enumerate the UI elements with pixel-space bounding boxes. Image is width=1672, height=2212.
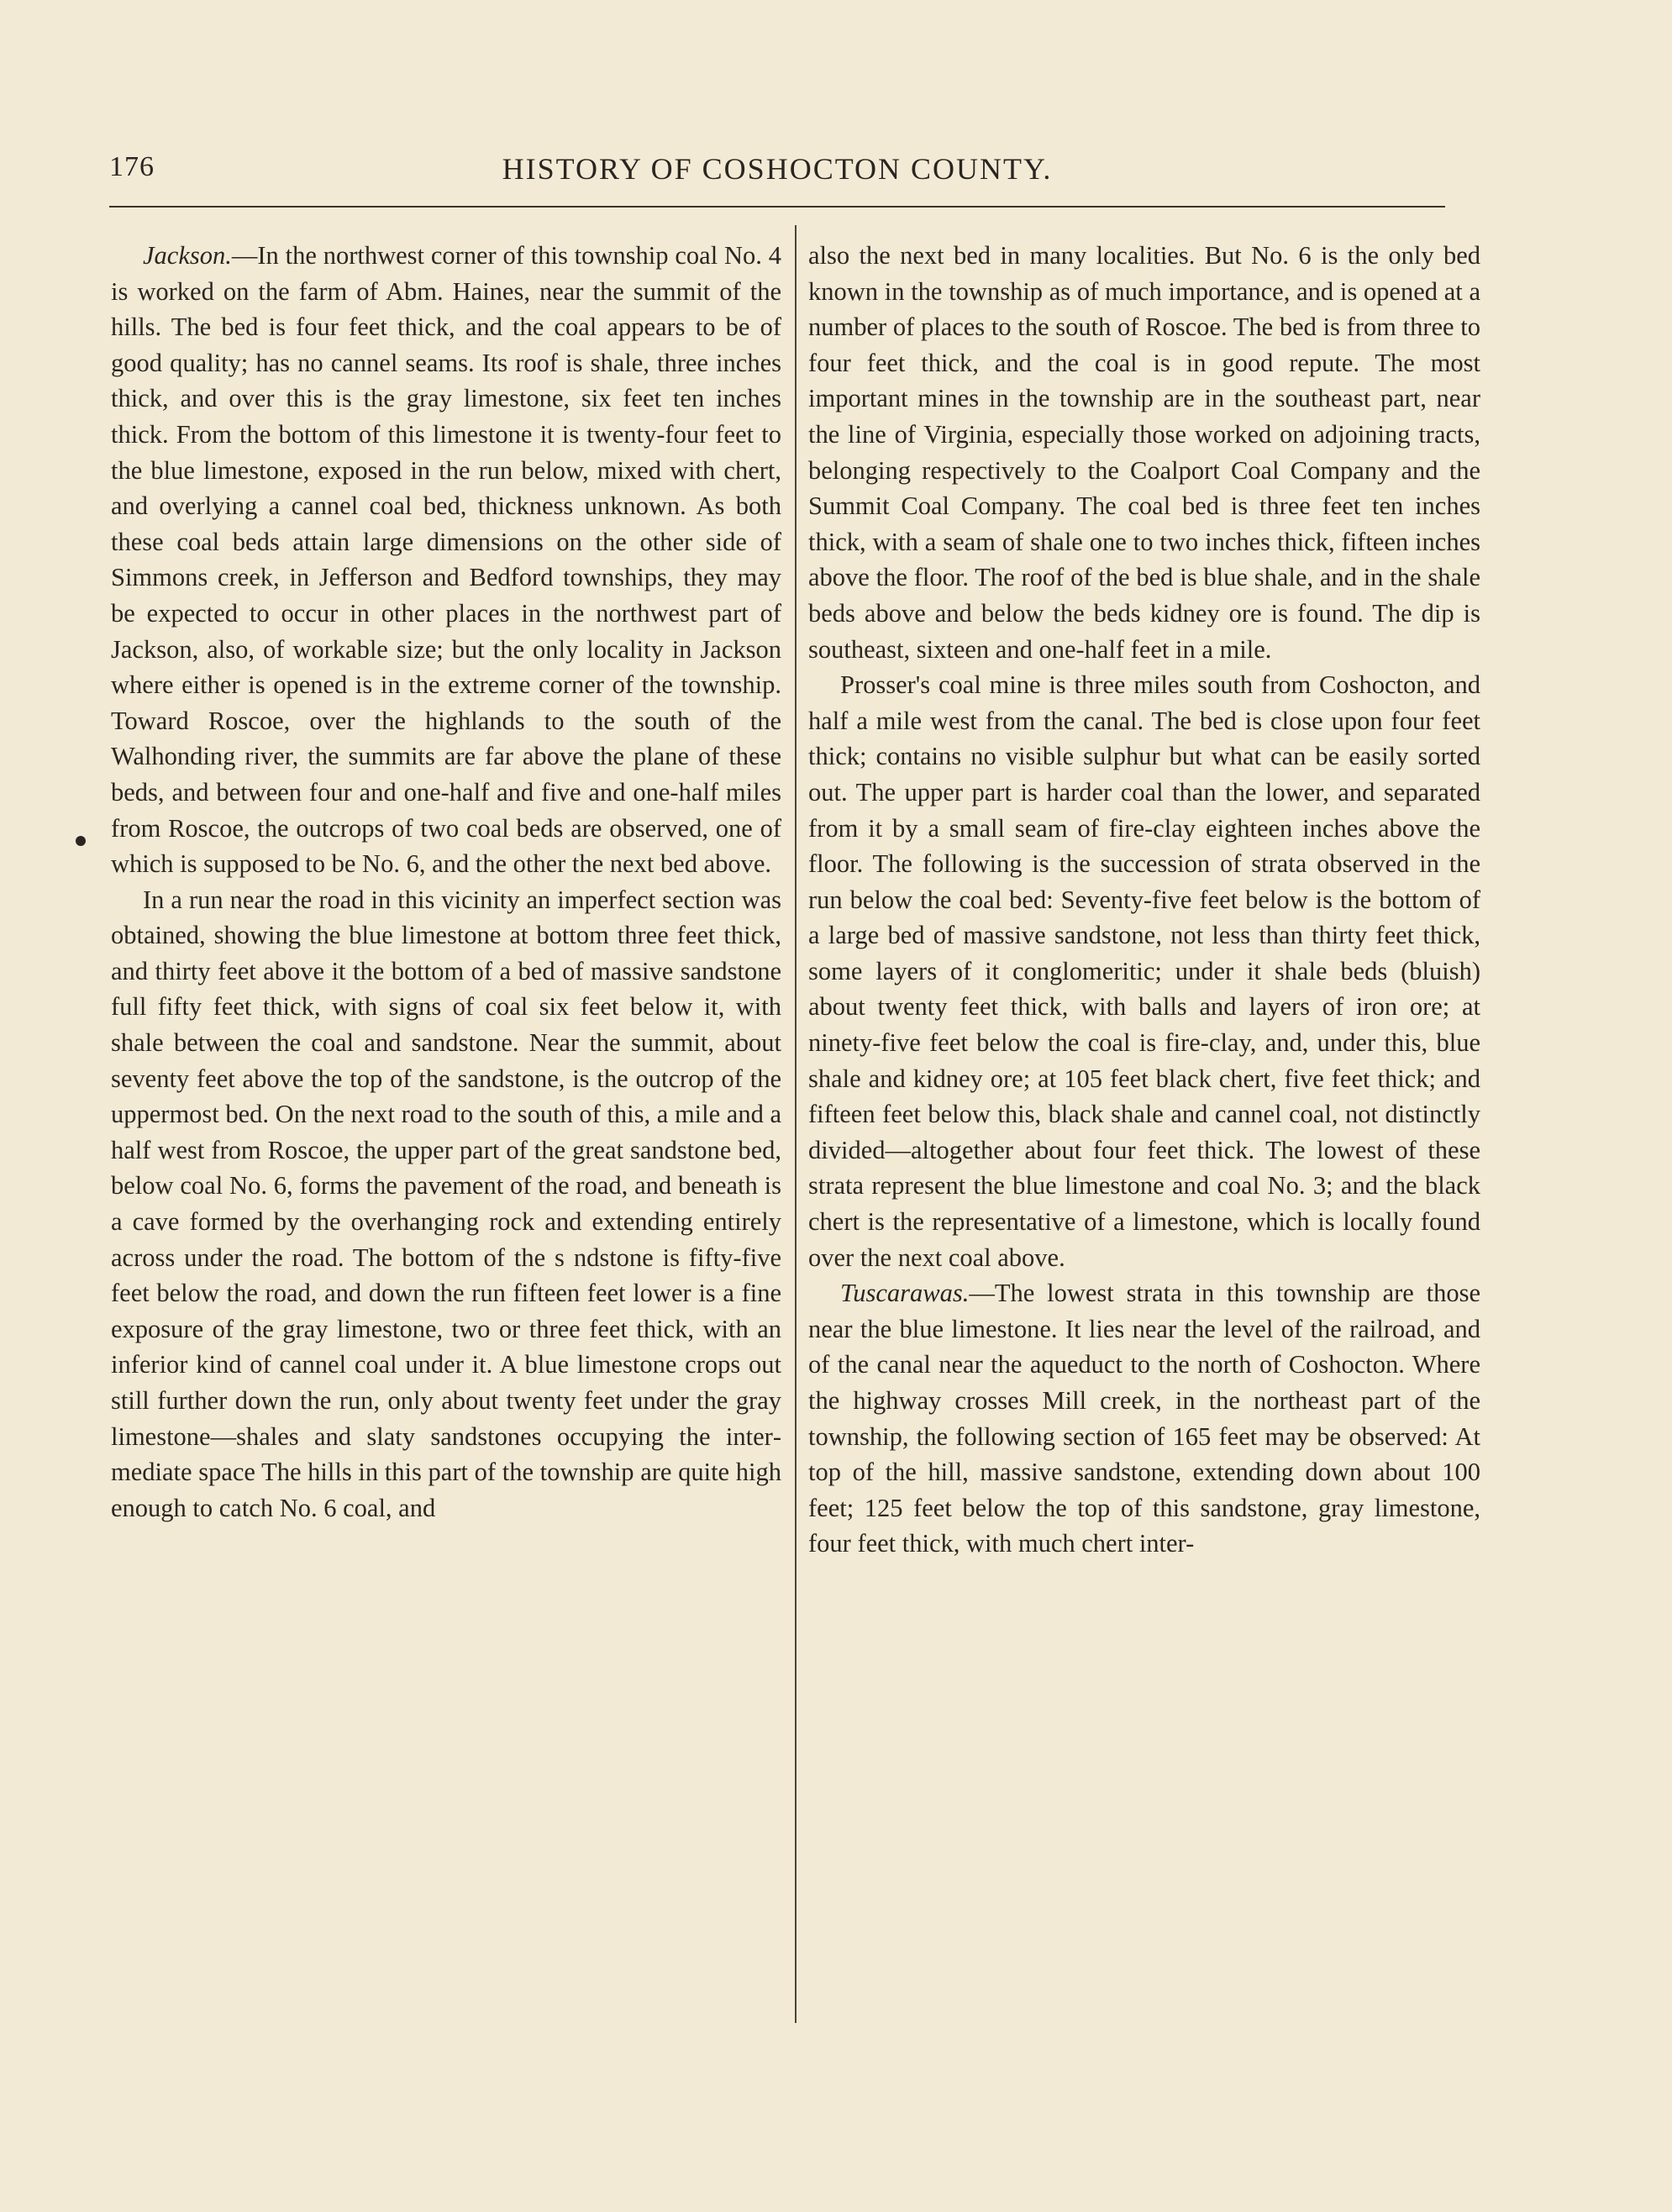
header-rule [109, 206, 1445, 208]
paragraph-lead-tuscarawas: Tuscarawas. [840, 1279, 970, 1308]
left-column [111, 238, 781, 1526]
paragraph-jackson [111, 238, 781, 882]
paragraph-continued: also the next bed in many localities. But No. 6 is the only bed known in the township as of much importance, and is opened at a number of places to the south of Roscoe. The bed is from three to four feet thick, and the coal is in good repute. The most important mines in the township are in the southeast part, near the line of Virginia, especially those worked on adjoining tracts, belonging respectively to the Coalport Coal Company and the Summit Coal Company. The coal bed is three feet ten inches thick, with a seam of shale one to two inches thick, fifteen inches above the floor. The roof of the bed is blue shale, and in the shale beds above and below the beds kidney ore is found. The dip is southeast, sixteen and one-half feet in a mile. [808, 241, 1480, 664]
running-head: HISTORY OF COSHOCTON COUNTY. [502, 152, 1053, 186]
column-divider [795, 225, 797, 2023]
paragraph-text: —In the northwest corner of this township coal No. 4 is worked on the farm of Abm. Haines, near the summit of the hills. The bed is four feet thick, and the coal appears to be of good quality; has no cannel seams. Its roof is shale, three inches thick, and over this is the gray limestone, six feet ten inches thick. From the bottom of this limestone it is twenty-four feet to the blue limestone, exposed in the run below, mixed with chert, and overlying a cannel coal bed, thickness unknown. As both these coal beds attain large dimensions on the other side of Simmons creek, in Jefferson and Bedford townships, they may be expected to occur in other places in the northwest part of Jackson, also, of workable size; but the only locality in Jackson where either is opened is in the extreme corner of the township. Toward Roscoe, over the highlands to the south of the Walhonding river, the summits are far above the plane of these beds, and between four and one-half and five and one-half miles from Roscoe, the outcrops of two coal beds are observed, one of which is supposed to be No. 6, and the other the next bed above. [111, 241, 781, 879]
page-number: 176 [109, 151, 155, 182]
paragraph-tuscarawas [808, 1275, 1480, 1562]
margin-dot-mark [76, 836, 86, 846]
paragraph-prosser-mine: Prosser's coal mine is three miles south from Coshocton, and half a mile west from the canal. The bed is close upon four feet thick; contains no visible sulphur but what can be easily sorted out. The upper part is harder coal than the lower, and separated from it by a small seam of fire-clay eighteen inches above the floor. The following is the succession of strata observed in the run below the coal bed: Seventy-five feet below is the bottom of a large bed of massive sandstone, not less than thirty feet thick, some layers of it conglomeritic; under it shale beds (bluish) about twenty feet thick, with balls and layers of iron ore; at ninety-five feet below the coal is fire-clay, and, under this, blue shale and kidney ore; at 105 feet black chert, five feet thick; and fifteen feet below this, black shale and cannel coal, not distinctly divided—altogether about four feet thick. The lowest of these strata represent the blue limestone and coal No. 3; and the black chert is the representative of a limestone, which is locally found over the next coal above. [808, 670, 1480, 1272]
paragraph-section-run: In a run near the road in this vicinity an imperfect section was obtained, showing the blue limestone at bottom three feet thick, and thirty feet above it the bottom of a bed of massive sandstone full fifty feet thick, with signs of coal six feet below it, with shale between the coal and sandstone. Near the summit, about seventy feet above the top of the sandstone, is the outcrop of the uppermost bed. On the next road to the south of this, a mile and a half west from Roscoe, the upper part of the great sandstone bed, below coal No. 6, forms the pavement of the road, and beneath is a cave formed by the overhanging rock and extending entirely across under the road. The bottom of the s ndstone is fifty-five feet below the road, and down the run fifteen feet lower is a fine exposure of the gray limestone, two or three feet thick, with an inferior kind of cannel coal under it. A blue limestone crops out still further down the run, only about twenty feet under the gray limestone—shales and slaty sandstones occupying the intermediate space The hills in this part of the township are quite high enough to catch No. 6 coal, and [111, 885, 781, 1522]
paragraph-lead-jackson: Jackson. [143, 241, 232, 270]
page-header [109, 151, 1445, 193]
paragraph-text: —The lowest strata in this township are those near the blue limestone. It lies near the level of the railroad, and of the canal near the aqueduct to the north of Coshocton. Where the highway crosses Mill creek, in the northeast part of the township, the following section of 165 feet may be observed: At top of the hill, massive sandstone, extending down about 100 feet; 125 feet below the top of this sandstone, gray limestone, four feet thick, with much chert inter- [808, 1279, 1480, 1558]
right-column [808, 238, 1480, 1562]
